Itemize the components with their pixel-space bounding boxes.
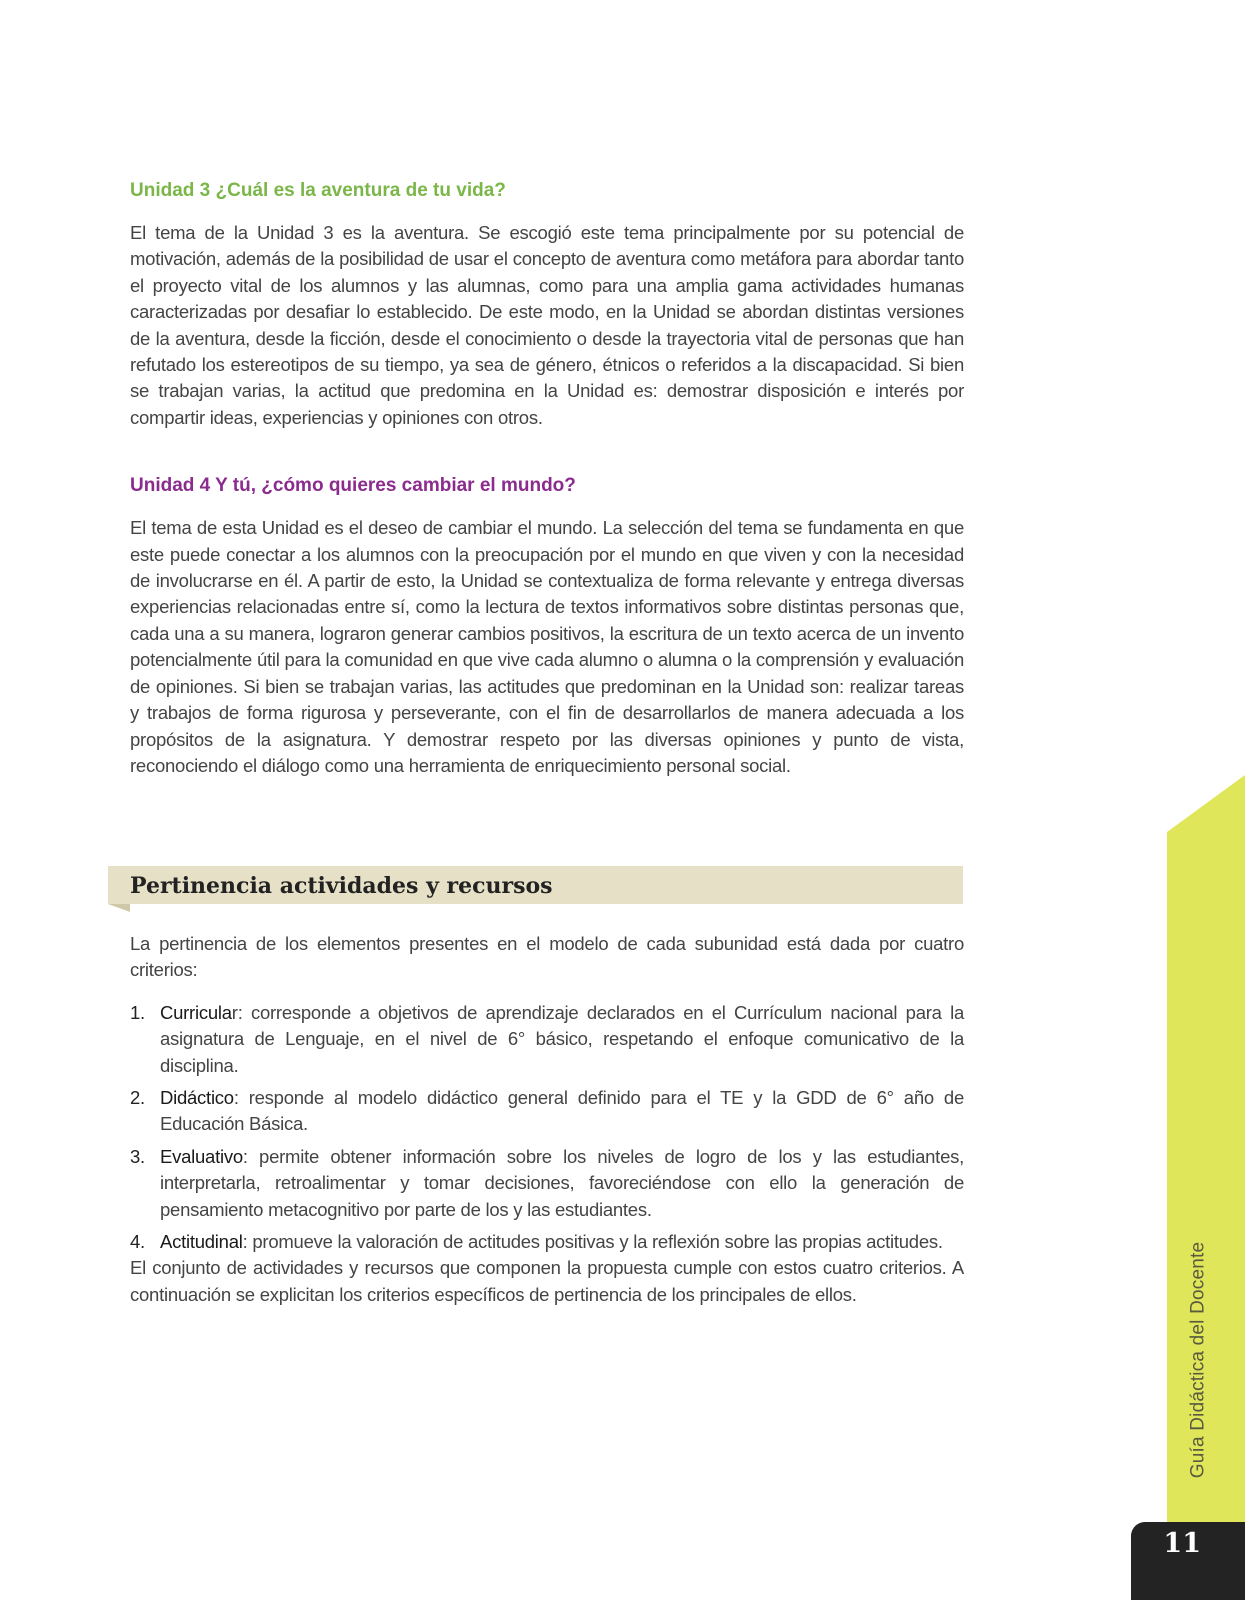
criteria-term: Curricula [160,1001,232,1023]
side-label-text: Guía Didáctica del Docente [1187,1241,1208,1479]
criteria-item [130,1229,964,1255]
unit4-body: El tema de esta Unidad es el deseo de cambiar el mundo. La selección del tema se fundamenta en que este puede conectar a los alumnos con la preocupación por el mundo en que viven y con la necesidad de involucrarse en él. A partir de esto, la Unidad se contextualiza de forma relevante y entrega diversas experiencias relacionadas entre sí, como la lectura de textos informativos sobre distintas personas que, cada una a su manera, lograron generar cambios positivos, la escritura de un texto acerca de un invento potencialmente útil para la comunidad en que vive cada alumno o alumna o la comprensión y evaluación de opiniones. Si bien se trabajan varias, las actitudes que predominan en la Unidad son: realizar tareas y trabajos de forma rigurosa y perseverante, con el fin de desarrollarlos de manera adecuada a los propósitos de la asignatura. Y demostrar respeto por las diversas opiniones y punto de vista, reconociendo el diálogo como una herramienta de enriquecimiento personal social. [130,517,964,776]
unit3-heading: Unidad 3 ¿Cuál es la aventura de tu vida? [130,180,506,201]
banner-fold [108,904,130,912]
criteria-item [130,1085,964,1138]
criteria-text: : permite obtener información sobre los niveles de logro de los y las estudiantes, interpretarla, retroalimentar y tomar decisiones, favoreciéndose con ello la generación de pensamiento metacognitivo por parte de los y las estudiantes. [160,1145,964,1220]
section-closing: El conjunto de actividades y recursos que componen la propuesta cumple con estos cuatro criterios. A continuación se explicitan los criterios específicos de pertinencia de los principales de ellos. [130,1257,964,1305]
unit3-body: El tema de la Unidad 3 es la aventura. Se escogió este tema principalmente por su potencial de motivación, además de la posibilidad de usar el concepto de aventura como metáfora para abordar tanto el proyecto vital de los alumnos y las alumnas, como para una amplia gama actividades humanas caracterizadas por desafiar lo establecido. De este modo, en la Unidad se abordan distintas versiones de la aventura, desde la ficción, desde el conocimiento o desde la trayectoria vital de personas que han refutado los estereotipos de su tiempo, ya sea de género, étnicos o referidos a la discapacidad. Si bien se trabajan varias, la actitud que predomina en la Unidad es: demostrar disposición e interés por compartir ideas, experiencias y opiniones con otros. [130,222,964,428]
criteria-number: 3. [130,1145,145,1167]
criteria-number: 1. [130,1001,145,1023]
criteria-number: 4. [130,1231,145,1253]
criteria-term: Evaluativo [160,1145,243,1167]
section-intro: La pertinencia de los elementos presentes en el modelo de cada subunidad está dada por cuatro criterios: [130,933,964,981]
criteria-text: : promueve la valoración de actitudes positivas y la reflexión sobre las propias actitudes. [242,1231,943,1253]
section-content [130,931,964,1308]
criteria-term: Didáctico [160,1087,234,1109]
unit4-heading: Unidad 4 Y tú, ¿cómo quieres cambiar el mundo? [130,475,576,497]
criteria-text: r: corresponde a objetivos de aprendizaje declarados en el Currículum nacional para la asignatura de Lenguaje, en el nivel de 6° básico, respetando el enfoque comunicativo de la disciplina. [160,1001,964,1076]
criteria-item [130,1144,964,1223]
criteria-term: Actitudinal [160,1231,243,1253]
units-content [130,178,964,779]
criteria-number: 2. [130,1087,145,1109]
section-title: Pertinencia actividades y recursos [130,873,553,899]
page-number: 11 [1163,1528,1201,1559]
criteria-item [130,1000,964,1079]
criteria-list [130,1000,964,1256]
side-label [1166,1230,1230,1490]
criteria-text: : responde al modelo didáctico general definido para el TE y la GDD de 6° año de Educación Básica. [160,1087,964,1135]
